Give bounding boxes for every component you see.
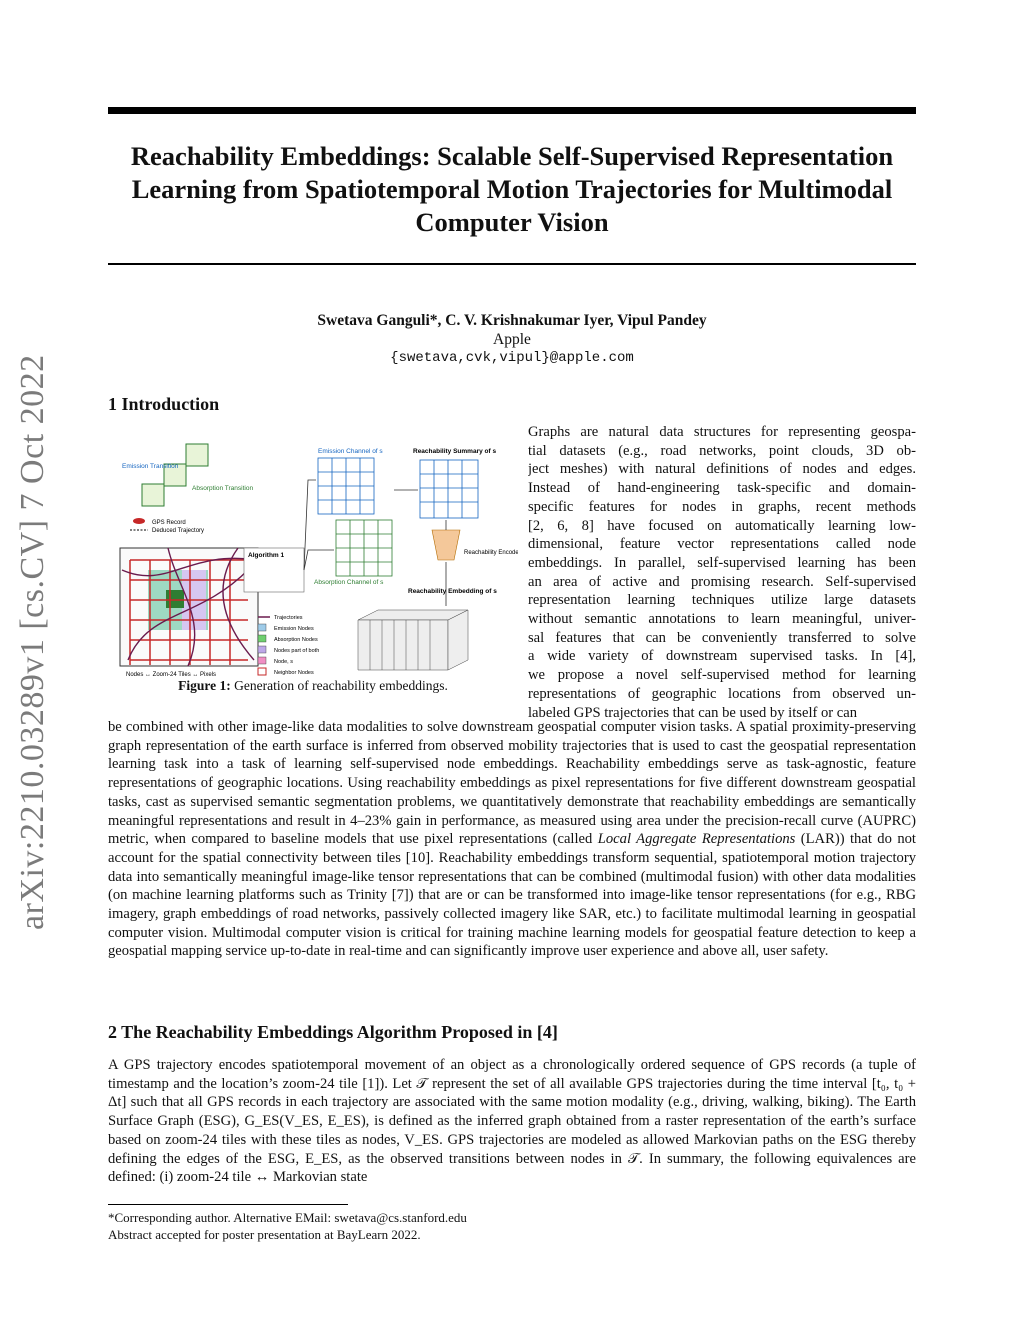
author-block — [108, 311, 916, 368]
fig-label-embedding: Reachability Embedding of s — [408, 588, 497, 595]
paper-title: Reachability Embeddings: Scalable Self-Supervised Representation Learning from Spatiotemporal Motion Trajectories for Multimodal Computer Vision — [130, 141, 894, 237]
fig-car-icon — [133, 518, 145, 524]
fig-legend — [258, 615, 319, 676]
figure-1 — [108, 420, 518, 682]
intro-line: tial datasets (e.g., road networks, point clouds, 3D ob- — [528, 442, 916, 459]
footnote-rule — [108, 1204, 348, 1205]
author-emails: {swetava,cvk,vipul}@apple.com — [390, 350, 634, 366]
fig-label-algorithm: Algorithm 1 — [248, 552, 285, 559]
fig-tile-low — [142, 484, 164, 506]
intro-line: representation learning techniques utilize large datasets — [528, 592, 916, 609]
fig-grid-map — [120, 548, 258, 678]
intro-line: labeled GPS trajectories that can be used by itself or can — [528, 704, 858, 721]
section-2-paragraph: A GPS trajectory encodes spatiotemporal movement of an object as a chronologically ordered sequence of GPS records (a tuple of timestamp and the location’s zoom-24 tile [1]). Let 𝒯 represent the set of all available GPS trajectories during the time interval [t₀, t₀ + Δt] such that all GPS records in each trajectory are associated with the same motion modality (e.g., driving, walking, biking). The Earth Surface Graph (ESG), G_ES(V_ES, E_ES), is defined as the inferred graph obtained from a raster representation of the earth’s surface based on zoom-24 tiles with these tiles as nodes, V_ES. GPS trajectories are modeled as allowed Markovian paths on the ESG thereby defining the edges of the ESG, E_ES, as the observed transitions between nodes in 𝒯. In summary, the following equivalences are defined: (i) zoom-24 tile ↔ Markovian state — [108, 1057, 916, 1186]
affiliation: Apple — [493, 331, 531, 348]
fig-embedding-tensor — [358, 610, 468, 670]
fig-label-emission-channel: Emission Channel of s — [318, 448, 383, 455]
fig-label-absorption-channel: Absorption Channel of s — [314, 579, 384, 586]
legend-5: Neighbor Nodes — [274, 670, 314, 676]
intro-paragraph-continued: be combined with other image-like data modalities to solve downstream geospatial computer vision tasks. A spatial proximity-preserving graph representation of the earth surface is inferred from observed mobility trajectories that is used to cast the geospatial representation learning task into a task of learning self-supervised node embeddings. Reachability embeddings serve as task-agnostic, feature representations of geographic locations. Using reachability embeddings as pixel representations for five different downstream geospatial tasks, cast as supervised semantic segmentation problems, we quantitatively demonstrate that reachability embeddings are semantically meaningful representations and result in 4–23% gain in performance, as measured using area under the precision-recall curve (AUPRC) metric, when compared to baseline models that use pixel representations (called Local Aggregate Representations (LAR)) that do not account for the spatial connectivity between tiles [10]. Reachability embeddings transform sequential, spatiotemporal motion trajectory data into semantically meaningful image-like tensor representations that can be combined (multimodal fusion) with other data modalities (on machine learning platforms such as Trinity [7]) that are or can be transformed into image-like tensor representations (for e.g., RBG imagery, graph embeddings of road networks, passively collected imagery like SAR, etc.) to facilitate multimodal learning in geospatial computer vision. Multimodal computer vision is critical for training machine learning models for geospatial feature detection to keep a geospatial mapping service up-to-date in real-time and can significantly improve user experience and above all, user safety. — [108, 719, 916, 960]
intro-line: sal features that can be conveniently transferred to solve — [528, 629, 916, 646]
intro-line: embeddings. In parallel, self-supervised learning has been — [528, 554, 916, 571]
legend-4: Node, s — [274, 659, 293, 665]
footnote-corresponding: *Corresponding author. Alternative EMail: swetava@cs.stanford.edu — [108, 1210, 467, 1225]
fig-emission-matrix — [318, 458, 374, 514]
intro-line: a wide variety of downstream supervised tasks. In [4], — [528, 648, 916, 665]
fig-tile-top — [186, 444, 208, 466]
title-rule-bottom — [108, 263, 916, 265]
arxiv-identifier: arXiv:2210.03289v1 [cs.CV] 7 Oct 2022 — [14, 354, 51, 930]
fig-label-summary: Reachability Summary of s — [413, 448, 497, 455]
intro-line: ject meshes) with natural definitions of nodes and edges. — [528, 461, 916, 478]
fig-label-nodes: Nodes ↔ Zoom-24 Tiles ↔ Pixels — [126, 672, 217, 678]
legend-1: Emission Nodes — [274, 626, 314, 632]
intro-line: Graphs are natural data structures for representing geospa- — [528, 424, 916, 440]
section-1-heading: 1 Introduction — [108, 394, 220, 414]
fig-label-absorption: Absorption Transition — [192, 485, 254, 492]
title-rule-top — [108, 107, 916, 114]
intro-line: dimensional, feature vector representations called node — [528, 536, 916, 553]
intro-line: Instead of hand-engineering task-specific and domain- — [528, 480, 916, 497]
section-2-heading: 2 The Reachability Embeddings Algorithm Proposed in [4] — [108, 1022, 558, 1042]
intro-right-column — [528, 423, 916, 722]
intro-line: we propose a novel self-supervised method for learning — [528, 667, 916, 684]
intro-line: representations of geographic locations from observed un- — [528, 685, 916, 702]
intro-line: without semantic annotations to learn meaningful, univer- — [528, 611, 916, 628]
fig-encoder — [432, 530, 518, 560]
legend-2: Absorption Nodes — [274, 637, 318, 643]
fig-label-encoder: Reachability Encoder — [464, 550, 518, 556]
intro-line: an area of active and promising research. Self-supervised — [528, 573, 916, 590]
footnote-abstract: Abstract accepted for poster presentation at BayLearn 2022. — [108, 1227, 421, 1242]
figure-1-graphic — [108, 420, 518, 682]
fig-absorption-matrix — [336, 520, 392, 576]
fig-label-emission: Emission Transition — [122, 463, 179, 470]
legend-0: Trajectories — [274, 615, 303, 621]
figure-1-caption: Figure 1: Generation of reachability embeddings. — [178, 678, 448, 693]
author-names: Swetava Ganguli*, C. V. Krishnakumar Iyer, Vipul Pandey — [317, 312, 707, 329]
fig-summary-matrix — [420, 460, 478, 518]
intro-line: [2, 6, 8] have focused on automatically learning low- — [528, 517, 916, 534]
fig-label-gps: GPS Record — [152, 520, 186, 526]
intro-line: specific features for nodes in graphs, recent methods — [528, 498, 916, 515]
legend-3: Nodes part of both — [274, 648, 320, 654]
fig-label-deduced: Deduced Trajectory — [152, 528, 205, 534]
